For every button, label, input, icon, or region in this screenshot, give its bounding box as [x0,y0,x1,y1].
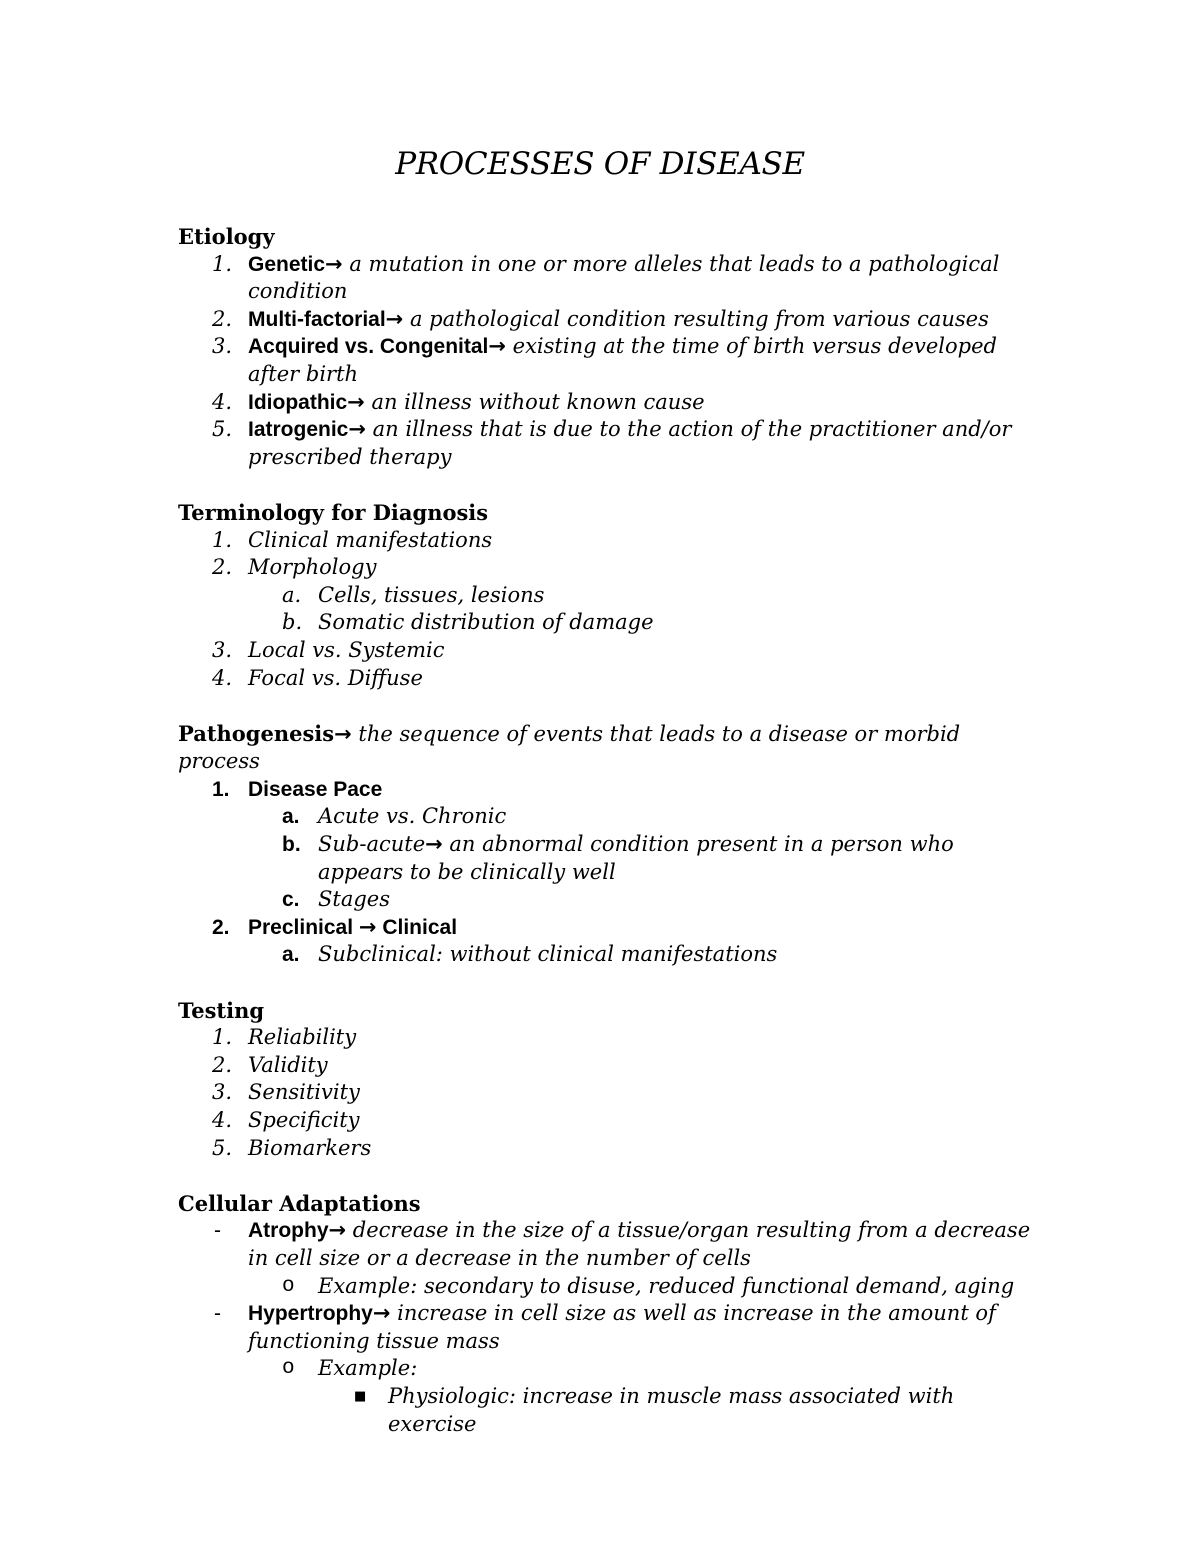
term: Acquired vs. Congenital [248,335,489,359]
list-item [178,1135,1038,1163]
list-text: Validity [248,1052,328,1077]
list-item [178,637,1038,665]
list-text: Biomarkers [248,1135,372,1160]
definition: existing at the time of birth versus developed after birth [248,334,997,386]
list-number: 4. [212,1108,233,1132]
section-heading-cellular: Cellular Adaptations [178,1190,421,1216]
list-item [178,554,1038,582]
list-number: 1. [212,527,233,552]
section-heading-etiology: Etiology [178,224,275,249]
list-item [178,941,1038,969]
list-item [178,251,1038,306]
list-item [178,389,1038,417]
list-item [178,1217,1038,1272]
circle-bullet-icon: o [282,1357,295,1381]
list-text: Local vs. Systemic [248,637,445,662]
list-text: Focal vs. Diffuse [248,665,423,690]
list-number: 2. [212,915,230,939]
list-item [178,306,1038,334]
section-pathogenesis [178,720,1038,969]
list-item [178,1300,1038,1355]
list-item [178,1052,1038,1080]
list-item [178,582,1038,610]
section-testing [178,997,1038,1163]
list-number: 2. [212,306,233,331]
list-item [178,609,1038,637]
term: Multi-factorial [248,307,386,331]
list-text: Stages [318,887,390,912]
list-letter: c. [282,888,300,912]
list-text: Physiologic: increase in muscle mass associated with exercise [388,1383,955,1436]
list-text: Clinical manifestations [248,527,493,552]
list-number: 3. [212,1080,233,1105]
term: Disease Pace [248,777,383,801]
definition: an illness that is due to the action of the practitioner and/or prescribed therapy [248,417,1012,469]
section-heading-pathogenesis: Pathogenesis [178,720,335,746]
list-letter: a. [282,805,300,829]
list-number: 1. [212,1025,233,1050]
list-item [178,1079,1038,1107]
definition: the sequence of events that leads to a disease or morbid process [178,721,961,774]
term: Atrophy [248,1219,329,1243]
list-number: 2. [212,555,233,580]
arrow-icon: → [334,721,352,746]
term: Iatrogenic [248,418,349,442]
list-letter: a. [282,943,300,967]
list-text: Somatic distribution of damage [318,610,654,635]
page-title: PROCESSES OF DISEASE [395,146,805,182]
arrow-icon: → [348,417,366,442]
definition: increase in cell size as well as increase in the amount of functioning tissue mass [248,1301,996,1353]
list-number: 4. [212,389,233,414]
circle-bullet-icon: o [282,1274,295,1298]
list-number: 1. [212,251,233,276]
pathogenesis-heading-line [178,720,1038,776]
section-etiology [178,223,1038,471]
list-number: 3. [212,637,233,662]
list-item [178,776,1038,804]
testing-list [178,1024,1038,1162]
list-number: 1. [212,777,230,801]
arrow-icon: → [325,251,343,276]
definition: an illness without known cause [364,389,705,414]
list-item [178,1024,1038,1052]
terminology-list [178,527,1038,693]
arrow-icon: → [372,1301,391,1326]
arrow-icon: → [385,306,404,331]
list-number: 5. [212,1135,233,1160]
section-heading-terminology: Terminology for Diagnosis [178,499,489,525]
term: Hypertrophy [248,1302,373,1326]
section-heading-testing: Testing [178,997,265,1023]
term: Preclinical [248,915,359,939]
square-bullet-icon: ■ [354,1388,367,1404]
list-item [178,1383,1038,1438]
section-cellular-adaptations [178,1190,1038,1438]
list-item [178,416,1038,471]
section-terminology [178,499,1038,692]
list-item [178,886,1038,914]
list-letter: b. [282,833,301,857]
list-item [178,1273,1038,1301]
list-text: Acute vs. Chronic [318,804,507,829]
list-number: 2. [212,1052,233,1077]
list-item [178,914,1038,942]
list-text: Cells, tissues, lesions [318,582,545,607]
definition: a mutation in one or more alleles that leads to a pathological condition [248,251,1000,304]
list-item [178,1107,1038,1135]
dash-bullet-icon: - [214,1302,221,1326]
dash-bullet-icon: - [214,1219,221,1243]
list-number: 3. [212,334,233,359]
list-number: 4. [212,665,233,690]
definition: an abnormal condition present in a person who appears to be clinically well [318,832,954,884]
term: Clinical [376,915,458,939]
list-text: Example: [318,1356,418,1381]
list-item [178,333,1038,388]
list-text: Example: secondary to disuse, reduced functional demand, aging [318,1273,1015,1298]
list-text: Subclinical: without clinical manifestations [318,942,778,967]
pathogenesis-list [178,776,1038,969]
list-item [178,527,1038,555]
list-letter: b. [282,610,303,635]
definition: a pathological condition resulting from various causes [403,306,989,331]
definition: decrease in the size of a tissue/organ resulting from a decrease in cell size or a decrease in the number of cells [248,1218,1031,1270]
document-body [178,223,1038,1466]
list-text: Sensitivity [248,1080,360,1105]
list-number: 5. [212,417,233,442]
etiology-list [178,251,1038,472]
list-item [178,803,1038,831]
list-text: Specificity [248,1108,360,1132]
cellular-list [178,1217,1038,1438]
list-text: Reliability [248,1025,357,1050]
list-text: Morphology [248,555,377,580]
arrow-icon: → [358,914,377,939]
arrow-icon: → [328,1218,347,1243]
term: Idiopathic [248,390,348,414]
list-letter: a. [282,582,302,607]
arrow-icon: → [488,334,506,359]
list-item [178,1355,1038,1383]
term: Sub-acute [318,832,426,857]
list-item [178,831,1038,886]
list-item [178,665,1038,693]
arrow-icon: → [347,389,365,414]
arrow-icon: → [425,832,443,857]
term: Genetic [248,252,326,276]
